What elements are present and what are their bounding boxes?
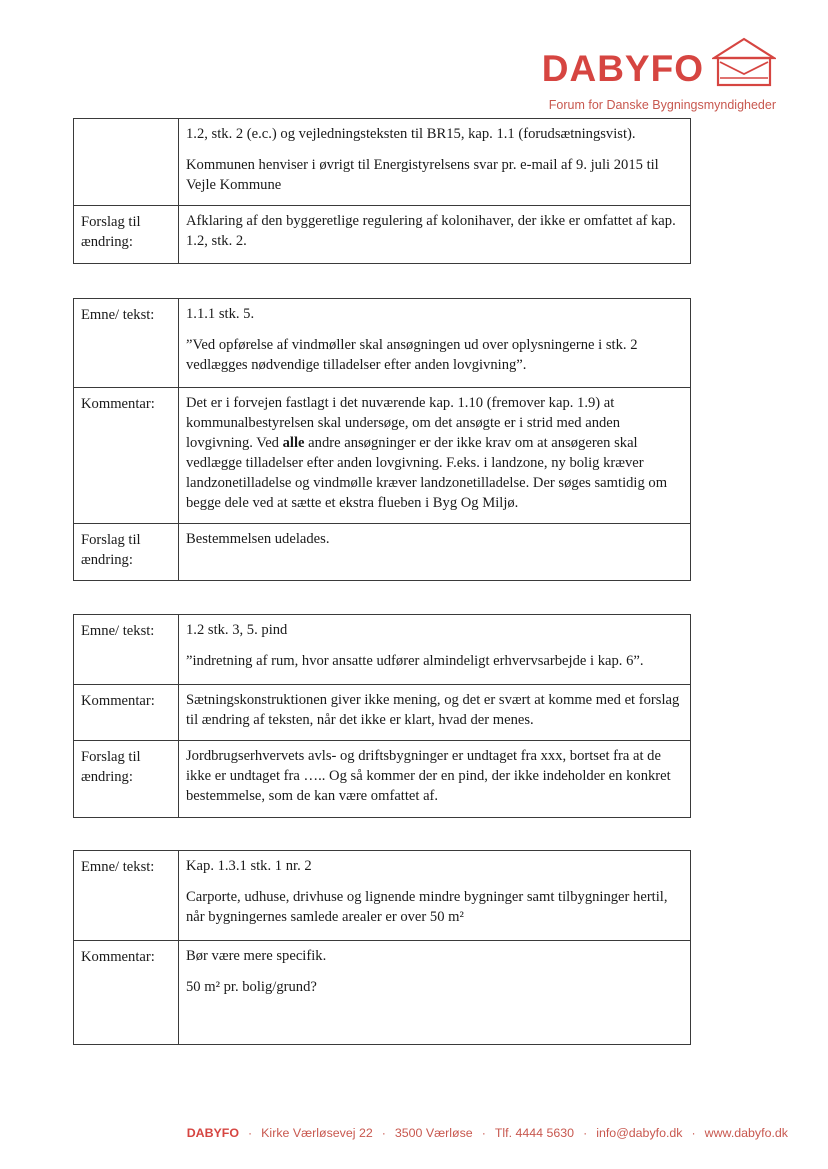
- row-content: [179, 206, 691, 264]
- comment-table-3: [73, 614, 691, 818]
- comment-table-2: [73, 298, 691, 581]
- table-row: [74, 119, 691, 206]
- table-row: [74, 741, 691, 818]
- comment-text: Det er i forvejen fastlagt i det nuværende kap. 1.10 (fremover kap. 1.9) at kommunalbestyrelsen skal undersøge, om det ansøgte er i strid med anden lovgivning. Ved alle andre ansøgninger er der ikke krav om at ansøgeren skal vedlægge tilladelser efter anden lovgivning. F.eks. i landzone, ny bolig kræver landzonetilladelse og vindmølle kræver landzonetilladelse. Der søges samtidig om begge dele ved at sætte et ekstra flueben i Byg Og Miljø.: [186, 395, 668, 511]
- row-content: [179, 299, 691, 388]
- row-label: Forslag til ændring:: [74, 206, 179, 264]
- comment-table-4: [73, 850, 691, 1045]
- row-content: [179, 615, 691, 685]
- row-label: Forslag til ændring:: [74, 524, 179, 581]
- footer-city: 3500 Værløse: [394, 1126, 473, 1140]
- table-row: [74, 524, 691, 581]
- paragraph: Bør være mere specifik.: [186, 948, 327, 964]
- row-content: [179, 119, 691, 206]
- row-label: Emne/ tekst:: [74, 851, 179, 941]
- footer-phone: Tlf. 4444 5630: [494, 1126, 575, 1140]
- row-label: [74, 119, 179, 206]
- emphasis-word: alle: [282, 435, 305, 451]
- table-row: [74, 206, 691, 264]
- row-content: [179, 388, 691, 524]
- footer-address: Kirke Værløsevej 22: [261, 1126, 373, 1140]
- row-label: Emne/ tekst:: [74, 299, 179, 388]
- table-row: [74, 299, 691, 388]
- table-row: [74, 851, 691, 941]
- row-label: Forslag til ændring:: [74, 741, 179, 818]
- paragraph: 1.1.1 stk. 5.: [186, 306, 255, 322]
- table-row: [74, 615, 691, 685]
- comment-table-1: [73, 118, 691, 264]
- footer-email[interactable]: info@dabyfo.dk: [596, 1126, 683, 1140]
- paragraph: Jordbrugserhvervets avls- og driftsbygninger er undtaget fra xxx, bortset fra at de ikke er undtaget fra ….. Og så kommer der en pind, der ikke indeholder en konkret bestemmelse, som de kan være omfattet af.: [186, 748, 671, 804]
- paragraph: ”indretning af rum, hvor ansatte udfører almindeligt erhvervsarbejde i kap. 6”.: [186, 653, 644, 669]
- paragraph: Carporte, udhuse, drivhuse og lignende mindre bygninger samt tilbygninger hertil, når bygningernes samlede arealer er over 50 m²: [186, 889, 668, 925]
- paragraph: 50 m² pr. bolig/grund?: [186, 979, 317, 995]
- paragraph: Kap. 1.3.1 stk. 1 nr. 2: [186, 858, 312, 874]
- paragraph: Bestemmelsen udelades.: [186, 531, 330, 547]
- row-content: [179, 741, 691, 818]
- footer-brand: DABYFO: [186, 1126, 240, 1140]
- paragraph: 1.2 stk. 3, 5. pind: [186, 622, 288, 638]
- row-content: [179, 524, 691, 581]
- paragraph: Sætningskonstruktionen giver ikke mening, og det er svært at komme med et forslag til ændring af teksten, når det ikke er klart, hvad der menes.: [186, 692, 680, 728]
- paragraph: [186, 393, 683, 513]
- row-label: Kommentar:: [74, 685, 179, 741]
- table-row: [74, 388, 691, 524]
- row-label: Kommentar:: [74, 941, 179, 1045]
- footer-website[interactable]: www.dabyfo.dk: [704, 1126, 788, 1140]
- table-row: [74, 941, 691, 1045]
- house-logo-icon: [712, 36, 776, 88]
- paragraph: ”Ved opførelse af vindmøller skal ansøgningen ud over oplysningerne i stk. 2 vedlægges nødvendige tilladelser efter anden lovgivning”.: [186, 337, 638, 373]
- row-label: Kommentar:: [74, 388, 179, 524]
- separator-dot: ·: [583, 1126, 588, 1140]
- row-label: Emne/ tekst:: [74, 615, 179, 685]
- row-content: [179, 941, 691, 1045]
- logo-wordmark: DABYFO: [541, 48, 704, 89]
- paragraph: 1.2, stk. 2 (e.c.) og vejledningsteksten til BR15, kap. 1.1 (forudsætningsvist).: [186, 126, 636, 142]
- dabyfo-logo: [516, 36, 776, 116]
- separator-dot: ·: [381, 1126, 386, 1140]
- separator-dot: ·: [481, 1126, 486, 1140]
- page-footer: [0, 1126, 788, 1140]
- paragraph: Afklaring af den byggeretlige regulering af kolonihaver, der ikke er omfattet af kap. 1.2, stk. 2.: [186, 213, 676, 249]
- paragraph: Kommunen henviser i øvrigt til Energistyrelsens svar pr. e-mail af 9. juli 2015 til Vejle Kommune: [186, 157, 659, 193]
- row-content: [179, 685, 691, 741]
- separator-dot: ·: [248, 1126, 253, 1140]
- table-row: [74, 685, 691, 741]
- row-content: [179, 851, 691, 941]
- separator-dot: ·: [691, 1126, 696, 1140]
- logo-tagline: Forum for Danske Bygningsmyndigheder: [548, 98, 776, 112]
